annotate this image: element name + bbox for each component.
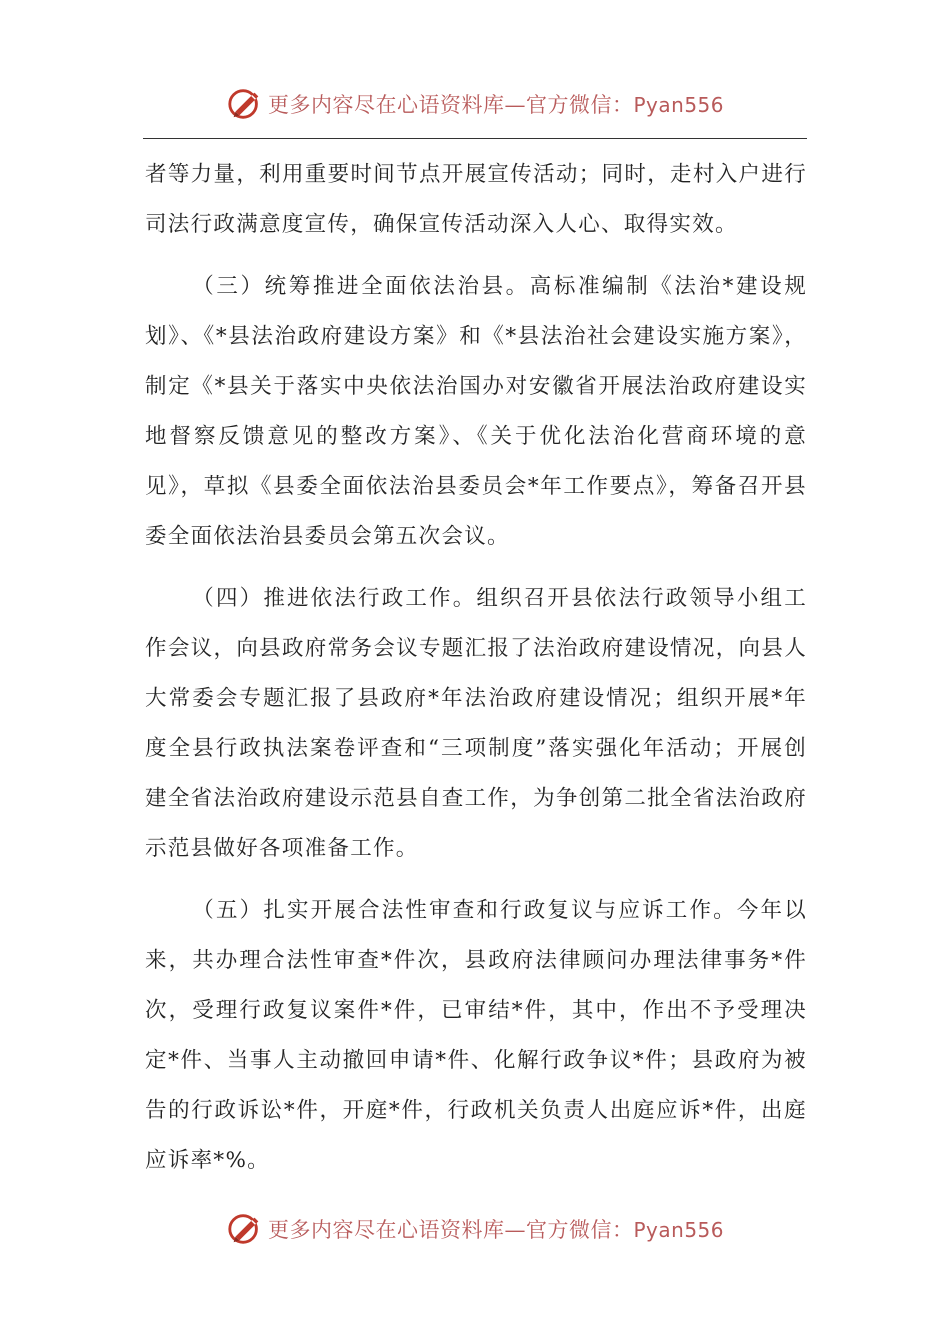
paragraph-section-3: （三）统筹推进全面依法治县。高标准编制《法治*建设规划》、《*县法治政府建设方案》和《*县法治社会建设实施方案》，制定《*县关于落实中央依法治国办对安徽省开展法治政府建设实地督察反馈意见的整改方案》、《关于优化法治化营商环境的意见》，草拟《县委全面依法治县委员会*年工作要点》，筹备召开县委全面依法治县委员会第五次会议。	[145, 274, 807, 549]
header-site-text: 更多内容尽在心语资料库	[267, 93, 505, 117]
footer-wechat-label: 官方微信：	[525, 1218, 634, 1242]
paragraph-section-4: （四）推进依法行政工作。组织召开县依法行政领导小组工作会议，向县政府常务会议专题汇报了法治政府建设情况，向县人大常委会专题汇报了县政府*年法治政府建设情况；组织开展*年度全县行政执法案卷评查和“三项制度”落实强化年活动；开展创建全省法治政府建设示范县自查工作，为争创第二批全省法治政府示范县做好各项准备工作。	[145, 586, 807, 861]
paragraph-section-5: （五）扎实开展合法性审查和行政复议与应诉工作。今年以来，共办理合法性审查*件次，县政府法律顾问办理法律事务*件次，受理行政复议案件*件，已审结*件，其中，作出不予受理决定*件、当事人主动撤回申请*件、化解行政争议*件；县政府为被告的行政诉讼*件，开庭*件，行政机关负责人出庭应诉*件，出庭应诉率*%。	[145, 898, 807, 1173]
header-wechat-id: Pyan556	[633, 93, 724, 117]
pen-nib-logo-icon	[226, 85, 264, 123]
footer-text	[268, 1214, 724, 1244]
footer-wechat-id: Pyan556	[633, 1218, 724, 1242]
footer-banner	[0, 1207, 950, 1251]
header-divider	[143, 138, 807, 139]
header-banner	[0, 82, 950, 126]
paragraph-continuation: 者等力量，利用重要时间节点开展宣传活动；同时，走村入户进行司法行政满意度宣传，确保宣传活动深入人心、取得实效。	[145, 162, 807, 237]
header-wechat-label: 官方微信：	[525, 93, 634, 117]
pen-nib-logo-icon	[226, 1210, 264, 1248]
header-dash: —	[504, 93, 526, 117]
header-text	[268, 89, 724, 119]
footer-dash: —	[504, 1218, 526, 1242]
document-body	[145, 150, 807, 1186]
footer-site-text: 更多内容尽在心语资料库	[267, 1218, 505, 1242]
